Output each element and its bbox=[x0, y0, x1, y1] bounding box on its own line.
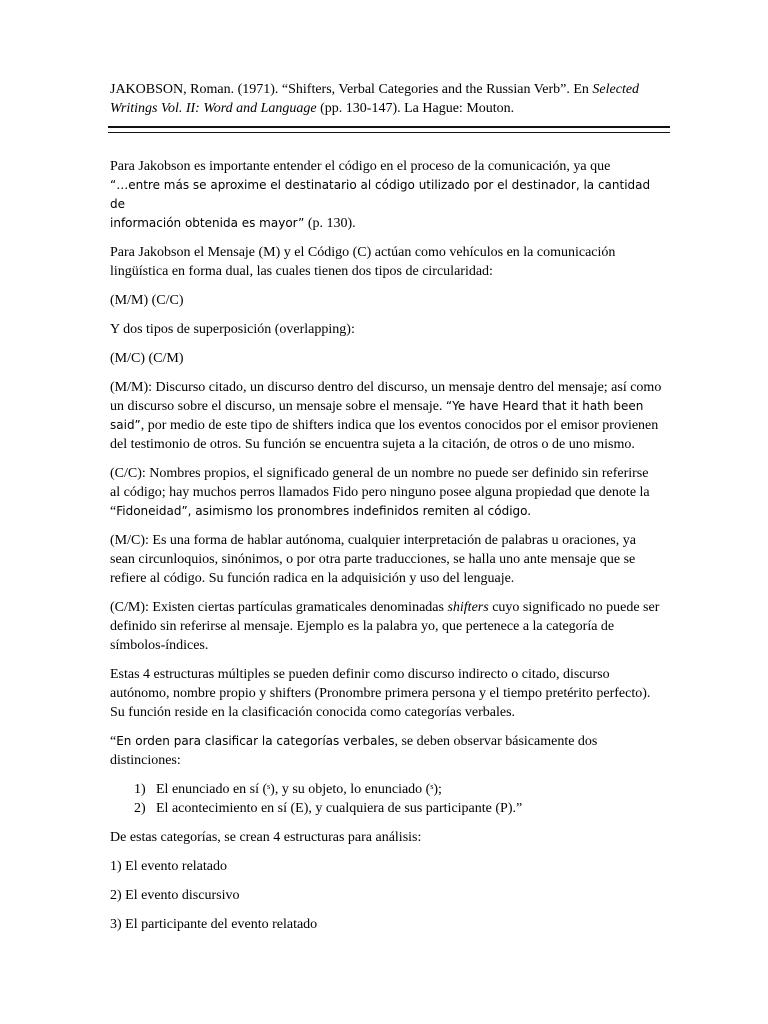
p9-italic: shifters bbox=[447, 600, 489, 615]
list-item-number: 1) bbox=[134, 782, 146, 797]
paragraph-14: 2) El evento discursivo bbox=[110, 888, 240, 903]
citation-prefix: JAKOBSON, Roman. (1971). “Shifters, Verbal Categories and the Russian Verb”. En bbox=[110, 82, 593, 97]
distinctions-list bbox=[110, 780, 662, 818]
paragraph-11 bbox=[110, 732, 662, 770]
p7-sans-text: Fidoneidad”, asimismo los pronombres indefinidos remiten al código. bbox=[116, 504, 532, 518]
paragraph-2: Para Jakobson el Mensaje (M) y el Código (C) actúan como vehículos en la comunicación lingüística en forma dual, las cuales tienen dos tipos de circularidad: bbox=[110, 245, 616, 279]
list-item-number: 2) bbox=[134, 801, 146, 816]
p1-quote-line-2: información obtenida es mayor” bbox=[110, 216, 305, 230]
paragraph-1 bbox=[110, 157, 662, 233]
paragraph-3: (M/M) (C/C) bbox=[110, 293, 184, 308]
p7-text: (C/C): Nombres propios, el significado general de un nombre no puede ser definido sin referirse al código; hay muchos perros llamados Fido pero ninguno posee alguna propiedad que denote la “ bbox=[110, 466, 650, 519]
citation-title-italic-1: Selected bbox=[592, 82, 640, 97]
paragraph-6 bbox=[110, 378, 662, 454]
p9-text-b: cuyo significado no puede ser definido sin referirse al mensaje. Ejemplo es la palabra yo, que pertenece a la categoría de símbolos-índices. bbox=[110, 600, 660, 653]
paragraph-4: Y dos tipos de superposición (overlapping): bbox=[110, 322, 355, 337]
list-item-text: El enunciado en sí (ˢ), y su objeto, lo enunciado (ˢ); bbox=[156, 782, 442, 797]
p1-quote-line-1: “…entre más se aproxime el destinatario al código utilizado por el destinador, la cantidad de bbox=[110, 178, 651, 211]
paragraph-9 bbox=[110, 598, 662, 655]
paragraph-10: Estas 4 estructuras múltiples se pueden definir como discurso indirecto o citado, discurso autónomo, nombre propio y shifters (Pronombre primera persona y el tiempo pretérito perfecto). Su función reside en la clasificación conocida como categorías verbales. bbox=[110, 667, 651, 720]
header-divider bbox=[108, 126, 670, 133]
paragraph-5: (M/C) (C/M) bbox=[110, 351, 184, 366]
document-page bbox=[110, 80, 662, 944]
p1-text: Para Jakobson es importante entender el código en el proceso de la comunicación, ya que bbox=[110, 159, 611, 174]
citation-header bbox=[110, 80, 662, 118]
citation-line-1 bbox=[110, 80, 662, 99]
paragraph-8: (M/C): Es una forma de hablar autónoma, cualquier interpretación de palabras u oraciones, ya sean circunloquios, sinónimos, o por otra parte traducciones, se halla uno ante mensaje que se refiere al código. Su función radica en la adquisición y uso del lenguaje. bbox=[110, 533, 636, 586]
document-body bbox=[110, 157, 662, 934]
paragraph-13: 1) El evento relatado bbox=[110, 859, 228, 874]
p6-text-a: (M/M): Discurso citado, un discurso dentro del discurso, un mensaje dentro del mensaje; así como un discurso sobre el discurso, un mensaje sobre el mensaje. bbox=[110, 380, 662, 414]
p6-text-b: , por medio de este tipo de shifters indica que los eventos conocidos por el emisor provienen del testimonio de otros. Su función se encuentra sujeta a la citación, de otros o de uno mismo. bbox=[110, 418, 659, 452]
p11-quote-open: “ bbox=[110, 734, 117, 749]
list-item bbox=[134, 799, 662, 818]
paragraph-7 bbox=[110, 464, 662, 521]
paragraph-15: 3) El participante del evento relatado bbox=[110, 917, 318, 932]
p6-quote: “Ye have Heard that it hath been said” bbox=[110, 399, 644, 432]
p11-rest: , se deben observar básicamente dos distinciones: bbox=[110, 734, 598, 768]
p1-reference: (p. 130). bbox=[304, 216, 356, 231]
p9-text-a: (C/M): Existen ciertas partículas gramaticales denominadas bbox=[110, 600, 448, 615]
citation-title-italic-2: Writings Vol. II: Word and Language bbox=[110, 101, 317, 116]
list-item bbox=[134, 780, 662, 799]
paragraph-12: De estas categorías, se crean 4 estructuras para análisis: bbox=[110, 830, 422, 845]
citation-suffix: (pp. 130-147). La Hague: Mouton. bbox=[316, 101, 515, 116]
p11-sans-text: En orden para clasificar la categorías verbales bbox=[116, 734, 395, 748]
citation-line-2 bbox=[110, 99, 662, 118]
list-item-text: El acontecimiento en sí (E), y cualquiera de sus participante (P).” bbox=[156, 801, 523, 816]
